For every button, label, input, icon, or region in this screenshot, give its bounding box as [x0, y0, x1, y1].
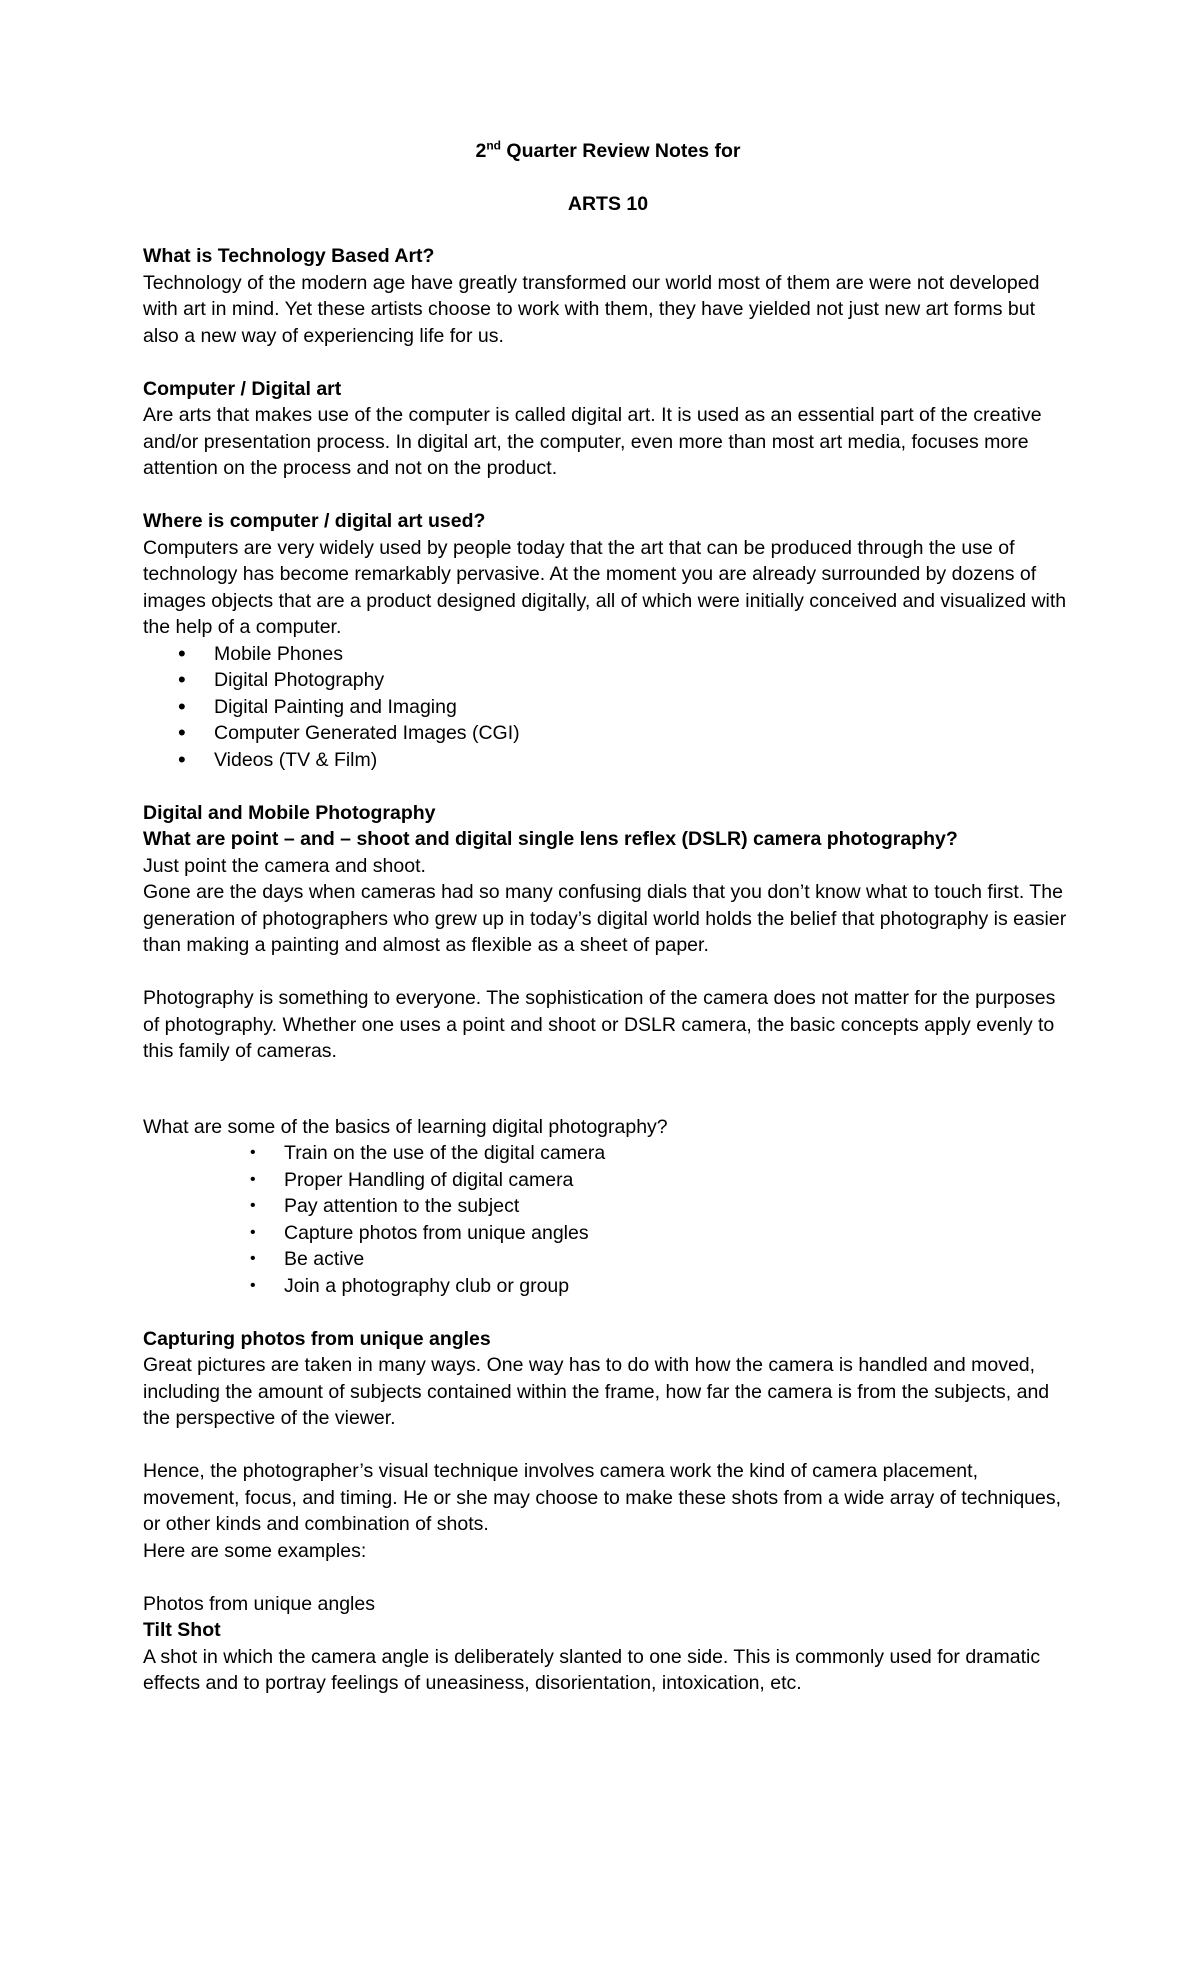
list-item: • Join a photography club or group: [143, 1273, 1073, 1300]
basics-list: [143, 1140, 1073, 1299]
tilt-shot-body: A shot in which the camera angle is deliberately slanted to one side. This is commonly used for dramatic effects and to portray feelings of uneasiness, disorientation, intoxication, etc.: [143, 1645, 1041, 1694]
photography-body-1: Gone are the days when cameras had so many confusing dials that you don’t know what to touch first. The generation of photographers who grew up in today’s digital world holds the belief that photography is easier than making a painting and almost as flexible as a sheet of paper.: [143, 881, 1067, 956]
list-item: • Mobile Phones: [143, 641, 1073, 668]
digital-art-heading: Computer / Digital art: [143, 377, 342, 400]
list-item: • Digital Painting and Imaging: [143, 694, 1073, 721]
angles-heading: Capturing photos from unique angles: [143, 1327, 491, 1350]
where-used-heading: Where is computer / digital art used?: [143, 510, 486, 532]
digital-art-uses-list: [143, 641, 1073, 774]
list-item: • Proper Handling of digital camera: [143, 1167, 1073, 1194]
photography-heading: Digital and Mobile Photography: [143, 801, 436, 824]
document-subject: ARTS 10: [567, 192, 649, 215]
photography-line: Just point the camera and shoot.: [143, 854, 426, 877]
photography-subheading: What are point – and – shoot and digital single lens reflex (DSLR) camera photography?: [143, 828, 958, 850]
angles-examples-line: Here are some examples:: [143, 1539, 367, 1562]
angles-body-2: Hence, the photographer’s visual technique involves camera work the kind of camera placement, movement, focus, and timing. He or she may choose to make these shots from a wide array of techniques, or other kinds and combination of shots.: [143, 1460, 1062, 1535]
document-title: [143, 138, 1073, 165]
tech-art-heading: What is Technology Based Art?: [143, 245, 435, 267]
list-item: • Capture photos from unique angles: [143, 1220, 1073, 1247]
list-item: • Digital Photography: [143, 667, 1073, 694]
tech-art-body: Technology of the modern age have greatly transformed our world most of them are were not developed with art in mind. Yet these artists choose to work with them, they have yielded not just new art forms but also a new way of experiencing life for us.: [143, 271, 1040, 347]
tilt-shot-heading: Tilt Shot: [143, 1619, 221, 1641]
photography-body-2: Photography is something to everyone. The sophistication of the camera does not matter for the purposes of photography. Whether one uses a point and shoot or DSLR camera, the basic concepts apply evenly to this family of cameras.: [143, 987, 1056, 1062]
list-item: • Be active: [143, 1246, 1073, 1273]
list-item: • Computer Generated Images (CGI): [143, 720, 1073, 747]
list-item: • Videos (TV & Film): [143, 747, 1073, 774]
title-number: 2: [475, 140, 487, 162]
list-item: • Train on the use of the digital camera: [143, 1140, 1073, 1167]
digital-art-body: Are arts that makes use of the computer is called digital art. It is used as an essential part of the creative and/or presentation process. In digital art, the computer, even more than most art media, focuses more attention on the process and not on the product.: [143, 404, 1042, 479]
title-superscript: nd: [486, 138, 502, 153]
angles-photos-line: Photos from unique angles: [143, 1592, 375, 1615]
where-used-body: Computers are very widely used by people today that the art that can be produced through the use of technology has become remarkably pervasive. At the moment you are already surrounded by dozens of images objects that are a product designed digitally, all of which were initially conceived and visualized with the help of a computer.: [143, 536, 1067, 638]
document-body: [143, 138, 1073, 1697]
angles-body-1: Great pictures are taken in many ways. One way has to do with how the camera is handled and moved, including the amount of subjects contained within the frame, how far the camera is from the subjects, and the perspective of the viewer.: [143, 1354, 1050, 1429]
list-item: • Pay attention to the subject: [143, 1193, 1073, 1220]
title-text: Quarter Review Notes for: [501, 140, 741, 162]
basics-question: What are some of the basics of learning digital photography?: [143, 1115, 668, 1138]
